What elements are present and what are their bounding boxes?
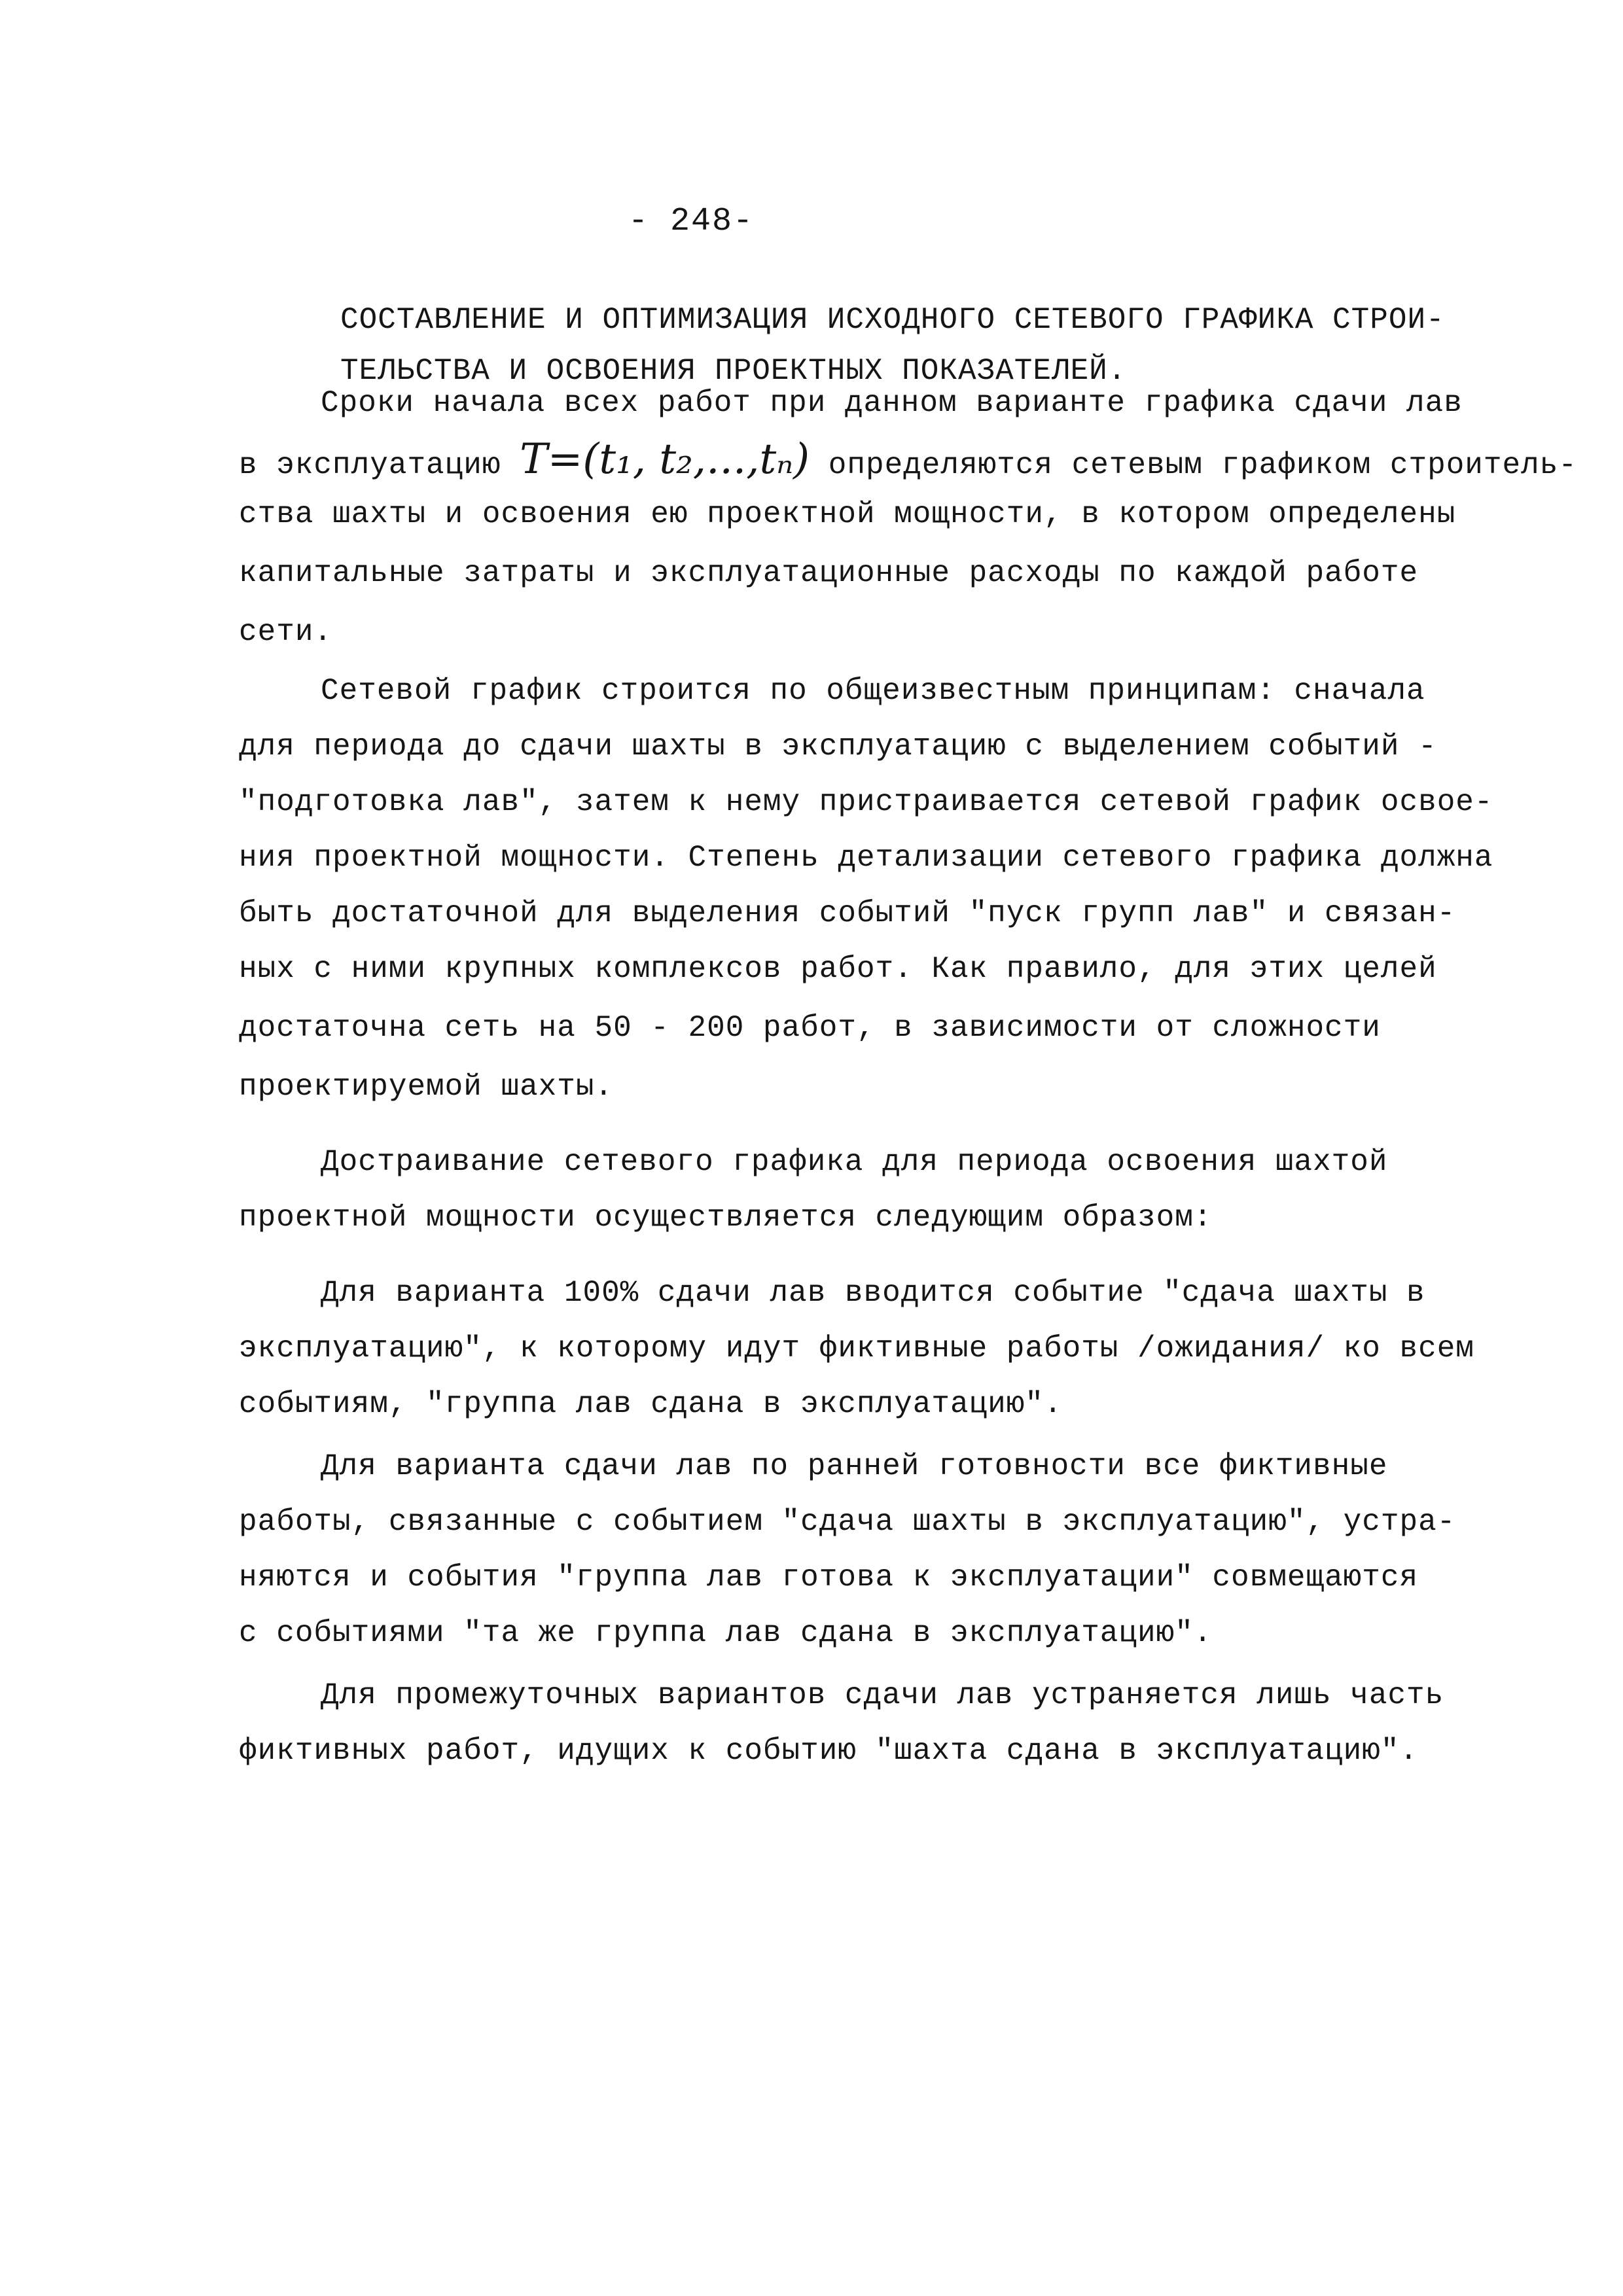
text-line: няются и события "группа лав готова к эксплуатации" совмещаются (239, 1561, 1419, 1595)
heading-line: ТЕЛЬСТВА И ОСВОЕНИЯ ПРОЕКТНЫХ ПОКАЗАТЕЛЕЙ. (340, 354, 1127, 388)
text-line: проектной мощности осуществляется следующим образом: (239, 1201, 1213, 1235)
text-line: Сроки начала всех работ при данном варианте графика сдачи лав (321, 386, 1463, 420)
text-line: Достраивание сетевого графика для периода освоения шахтой (321, 1145, 1388, 1179)
text-fragment: в эксплуатацию (239, 448, 501, 482)
text-line: Для варианта сдачи лав по ранней готовности все фиктивные (321, 1449, 1388, 1483)
text-line: эксплуатацию", к которому идут фиктивные работы /ожидания/ ко всем (239, 1332, 1474, 1366)
text-line: проектируемой шахты. (239, 1070, 614, 1104)
text-line: ства шахты и освоения ею проектной мощности, в котором определены (239, 497, 1456, 531)
text-line: фиктивных работ, идущих к событию "шахта сдана в эксплуатацию". (239, 1734, 1419, 1768)
text-line-with-formula (239, 435, 1577, 484)
text-line: достаточна сеть на 50 - 200 работ, в зависимости от сложности (239, 1011, 1381, 1045)
text-fragment: определяются сетевым графиком строитель- (828, 448, 1577, 482)
text-line: для периода до сдачи шахты в эксплуатацию с выделением событий - (239, 730, 1437, 764)
text-line: с событиями "та же группа лав сдана в эксплуатацию". (239, 1616, 1213, 1650)
text-line: ния проектной мощности. Степень детализации сетевого графика должна (239, 841, 1493, 875)
page-number: - 248- (628, 203, 755, 240)
text-line: капитальные затраты и эксплуатационные расходы по каждой работе (239, 556, 1419, 590)
section-heading (340, 294, 1445, 397)
text-line: "подготовка лав", затем к нему пристраивается сетевой график освое- (239, 785, 1493, 819)
heading-line: СОСТАВЛЕНИЕ И ОПТИМИЗАЦИЯ ИСХОДНОГО СЕТЕВОГО ГРАФИКА СТРОИ- (340, 303, 1445, 337)
text-line: быть достаточной для выделения событий "пуск групп лав" и связан- (239, 896, 1456, 930)
text-line: Сетевой график строится по общеизвестным принципам: сначала (321, 674, 1425, 708)
text-line: работы, связанные с событием "сдача шахты в эксплуатацию", устра- (239, 1505, 1456, 1539)
text-line: событиям, "группа лав сдана в эксплуатацию". (239, 1387, 1063, 1421)
text-line: сети. (239, 615, 333, 649)
text-line: ных с ними крупных комплексов работ. Как правило, для этих целей (239, 952, 1437, 986)
text-line: Для промежуточных вариантов сдачи лав устраняется лишь часть (321, 1678, 1444, 1712)
formula: T=(t₁, t₂,...,tₙ) (520, 435, 810, 484)
text-line: Для варианта 100% сдачи лав вводится событие "сдача шахты в (321, 1276, 1425, 1310)
